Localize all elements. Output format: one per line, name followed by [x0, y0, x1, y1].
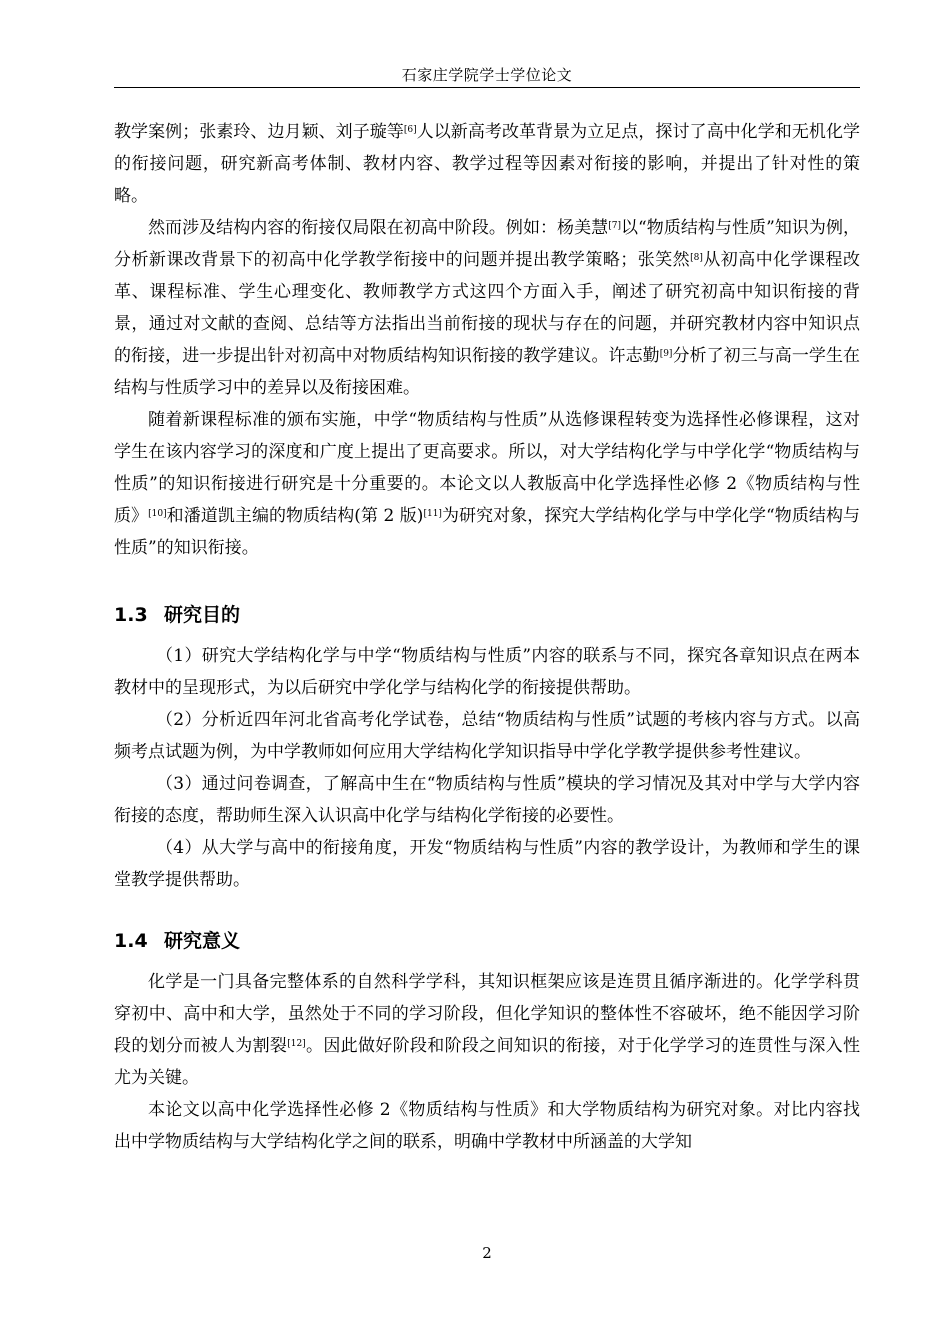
citation: [10] — [148, 509, 167, 519]
paragraph-4: 化学是一门具备完整体系的自然科学学科，其知识框架应该是连贯且循序渐进的。化学学科贯穿初中、高中和大学，虽然处于不同的学习阶段，但化学知识的整体性不容破坏，绝不能因学习阶段的划分而被人为割裂[12]。因此做好阶段和阶段之间知识的衔接，对于化学学习的连贯性与深入性尤为关键。 — [114, 972, 860, 1088]
citation: [6] — [403, 125, 417, 135]
citation: [7] — [608, 221, 621, 231]
paragraph-2: 然而涉及结构内容的衔接仅局限在初高中阶段。例如：杨美慧[7]以“物质结构与性质”知识为例，分析新课改背景下的初高中化学教学衔接中的问题并提出教学策略；张笑然[8]从初高中化学课程改革、课程标准、学生心理变化、教师教学方式这四个方面入手，阐述了研究初高中知识衔接的背景，通过对文献的查阅、总结等方法指出当前衔接的现状与存在的问题，并研究教材内容中知识点的衔接，进一步提出针对初高中对物质结构知识衔接的教学建议。许志勤[9]分析了初三与高一学生在结构与性质学习中的差异以及衔接困难。 — [114, 218, 861, 398]
paragraph-3: 随着新课程标准的颁布实施，中学“物质结构与性质”从选修课程转变为选择性必修课程，这对学生在该内容学习的深度和广度上提出了更高要求。所以，对大学结构化学与中学化学“物质结构与性质”的知识衔接进行研究是十分重要的。本论文以人教版高中化学选择性必修 2《物质结构与性质》[10]和潘道凯主编的物质结构(第 2 版)[11]为研究对象，探究大学结构化学与中学化学“物质结构与性质”的知识衔接。 — [114, 410, 861, 558]
list-item: （1）研究大学结构化学与中学“物质结构与性质”内容的联系与不同，探究各章知识点在两本教材中的呈现形式，为以后研究中学化学与结构化学的衔接提供帮助。 — [114, 646, 860, 698]
paragraph-5: 本论文以高中化学选择性必修 2《物质结构与性质》和大学物质结构为研究对象。对比内容找出中学物质结构与大学结构化学之间的联系，明确中学教材中所涵盖的大学知 — [114, 1100, 860, 1152]
page-number: 2 — [482, 1244, 492, 1262]
list-item: （3）通过问卷调查，了解高中生在“物质结构与性质”模块的学习情况及其对中学与大学内容衔接的态度，帮助师生深入认识高中化学与结构化学衔接的必要性。 — [114, 774, 860, 826]
section-heading-1-4: 1.4 研究意义 — [114, 930, 241, 952]
section-heading-1-3: 1.3 研究目的 — [114, 604, 241, 626]
list-item: （4）从大学与高中的衔接角度，开发“物质结构与性质”内容的教学设计，为教师和学生的课堂教学提供帮助。 — [114, 838, 860, 890]
header-rule — [114, 87, 860, 88]
paragraph-1: 教学案例；张素玲、边月颖、刘子璇等[6]人以新高考改革背景为立足点，探讨了高中化学和无机化学的衔接问题，研究新高考体制、教材内容、教学过程等因素对衔接的影响，并提出了针对性的策略。 — [114, 122, 860, 206]
page-body — [114, 116, 860, 1158]
list-item: （2）分析近四年河北省高考化学试卷，总结“物质结构与性质”试题的考核内容与方式。以高频考点试题为例，为中学教师如何应用大学结构化学知识指导中学化学教学提供参考性建议。 — [114, 710, 860, 762]
citation: [11] — [423, 509, 442, 519]
page-header: 石家庄学院学士学位论文 — [401, 66, 573, 84]
citation: [8] — [690, 253, 703, 263]
citation: [12] — [287, 1039, 306, 1049]
citation: [9] — [659, 349, 673, 359]
